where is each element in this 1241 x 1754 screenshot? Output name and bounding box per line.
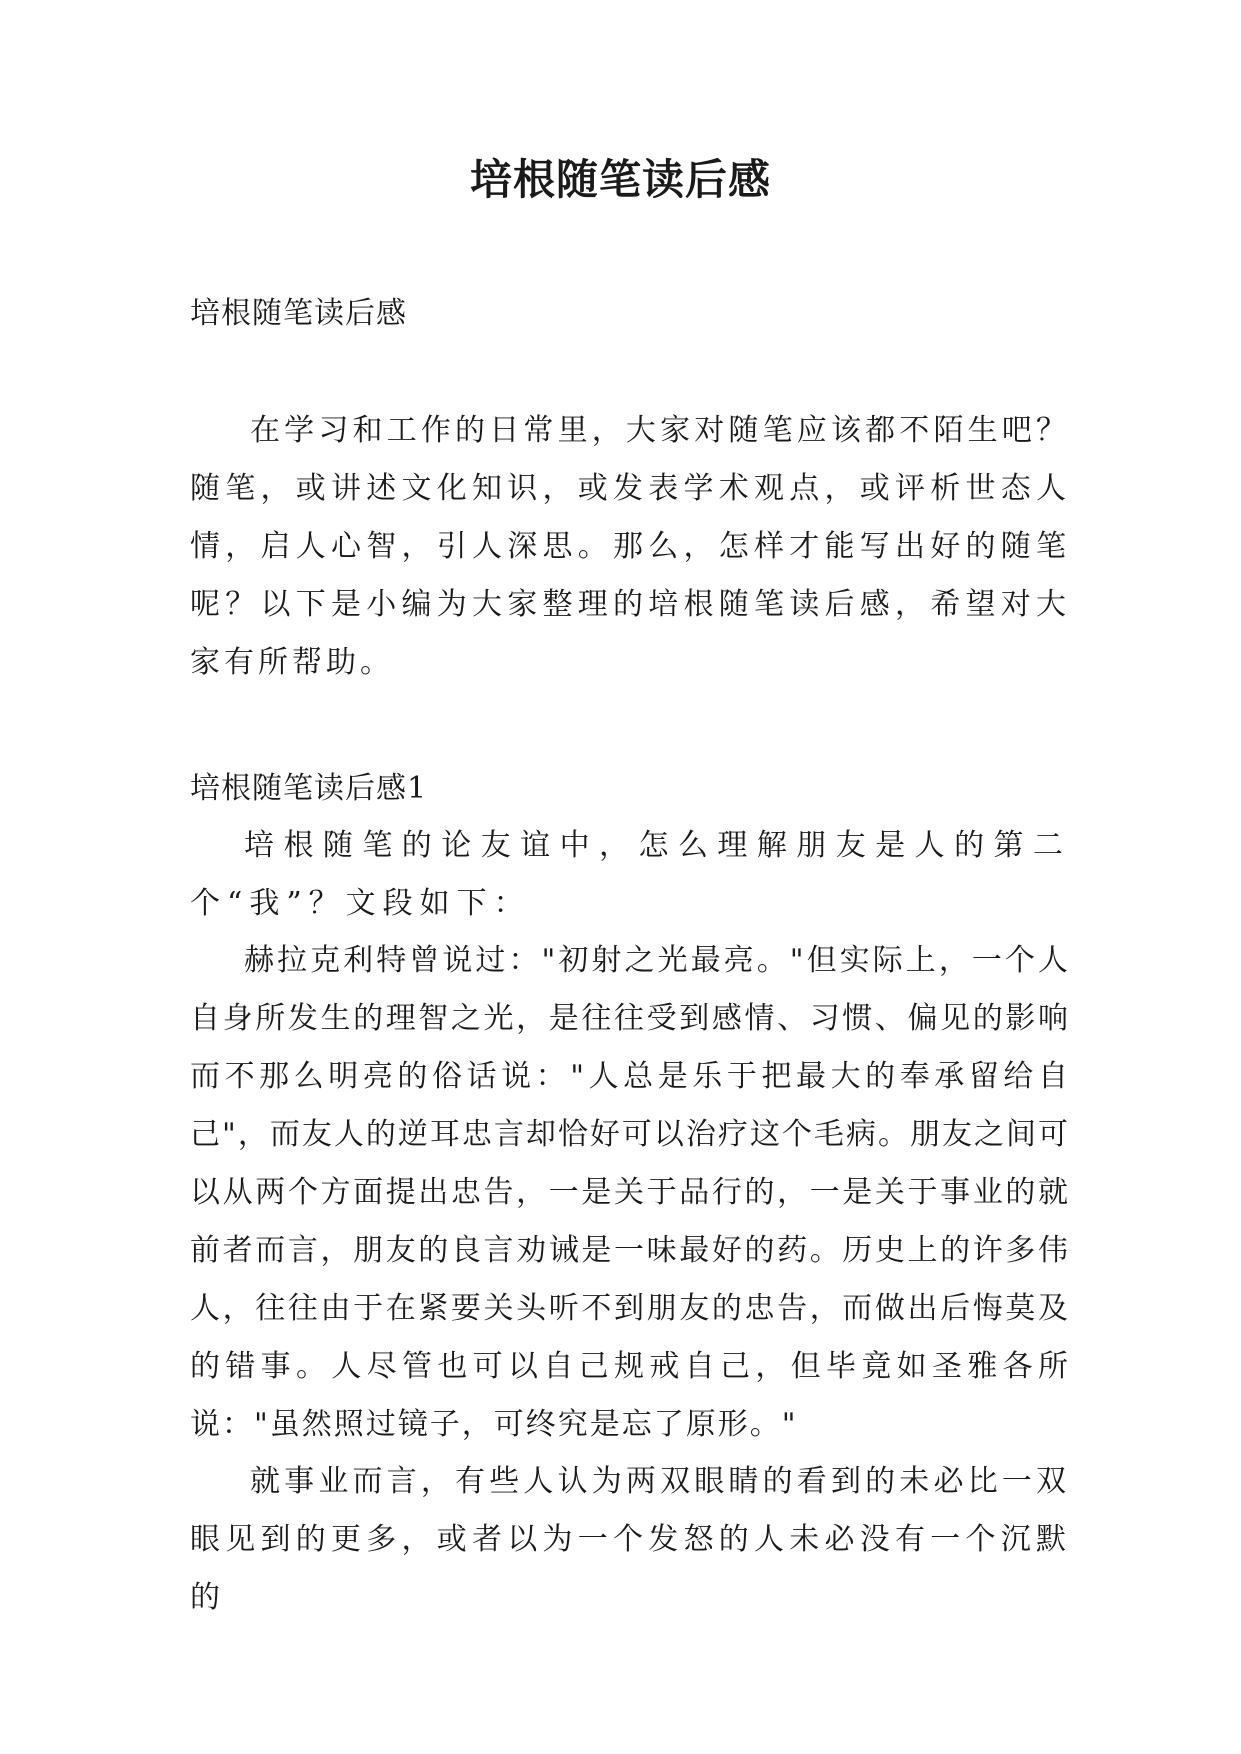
intro-paragraph: 在学习和工作的日常里，大家对随笔应该都不陌生吧？随笔，或讲述文化知识，或发表学术观点，或评析世态人情，启人心智，引人深思。那么，怎样才能写出好的随笔呢？以下是小编为大家整理的培根随笔读后感，希望对大家有所帮助。: [190, 413, 1070, 680]
document-subtitle: 培根随笔读后感: [190, 296, 407, 331]
body-paragraph: 就事业而言，有些人认为两双眼睛的看到的未必比一双眼见到的更多，或者以为一个发怒的人未必没有一个沉默的: [190, 1464, 1070, 1615]
body-paragraph: 赫拉克利特曾说过："初射之光最亮。"但实际上，一个人自身所发生的理智之光，是往往受到感情、习惯、偏见的影响而不那么明亮的俗话说："人总是乐于把最大的奉承留给自己"，而友人的逆耳忠言却恰好可以治疗这个毛病。朋友之间可以从两个方面提出忠告，一是关于品行的，一是关于事业的就前者而言，朋友的良言劝诫是一味最好的药。历史上的许多伟人，往往由于在紧要关头听不到朋友的忠告，而做出后悔莫及的错事。人尽管也可以自己规戒自己，但毕竟如圣雅各所说："虽然照过镜子，可终究是忘了原形。": [190, 943, 1070, 1442]
document-title: 培根随笔读后感: [469, 155, 771, 204]
section-heading: 培根随笔读后感1: [190, 771, 428, 806]
body-paragraph: 培根随笔的论友谊中，怎么理解朋友是人的第二个“我”？文段如下：: [190, 828, 1070, 921]
